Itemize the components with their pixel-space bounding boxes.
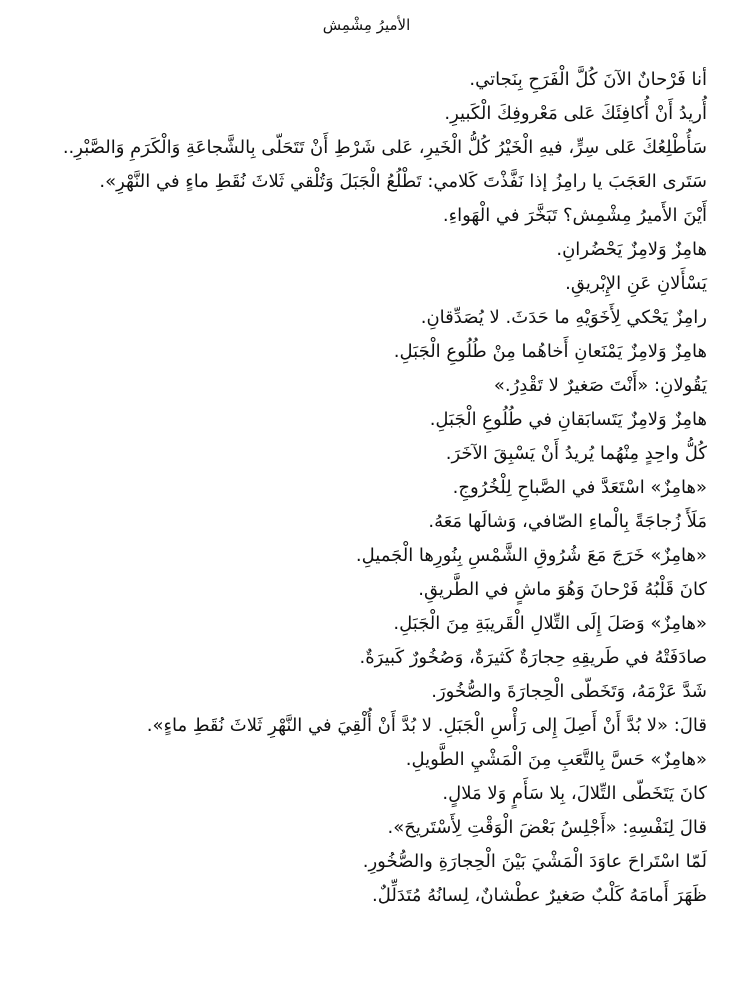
story-line: سَأُطْلِعُكَ عَلى سِرٍّ، فيهِ الْخَيْرُ كُلُّ الْخَيرِ، عَلى شَرْطِ أَنْ تَتَحَلّى بِالشَّجاعَةِ وَالْكَرَمِ وَالصَّبْرِ.. (62, 137, 707, 158)
story-line: كُلُّ واحِدٍ مِنْهُما يُريدُ أَنْ يَسْبِقَ الآخَرَ. (445, 443, 707, 464)
story-line: شَدَّ عَزْمَهُ، وَتَخَطّى الْحِجارَةَ والصُّخُورَ. (431, 681, 707, 702)
story-line: مَلَأَ زُجاجَةً بِالْماءِ الصّافي، وَشالَها مَعَهُ. (428, 511, 707, 532)
story-line: أَيْنَ الأَميرُ مِشْمِش؟ تَبَخَّرَ في الْهَواءِ. (442, 205, 707, 226)
story-line: قالَ: «لا بُدَّ أَنْ أَصِلَ إِلى رَأْسِ الْجَبَلِ. لا بُدَّ أَنْ أُلْقِيَ في النَّهْرِ ثَلاثَ نُقَطِ ماءٍ». (146, 715, 707, 736)
story-line: رامِزٌ يَحْكي لِأَخَوَيْهِ ما حَدَثَ. لا يُصَدِّقانِ. (420, 307, 707, 328)
story-line: أنا فَرْحانٌ الآنَ كُلَّ الْفَرَحِ بِنَجاتي. (469, 69, 707, 90)
story-lines (26, 66, 707, 911)
story-line: «هامِزٌ» حَسَّ بِالتَّعَبِ مِنَ الْمَشْيِ الطَّويلِ. (405, 749, 707, 770)
story-line: هامِزٌ وَلامِزٌ يَحْضُرانِ. (556, 239, 707, 260)
page-title: الأميرُ مِشْمِش (322, 16, 411, 34)
story-line: «هامِزٌ» وَصَلَ إِلَى التِّلالِ الْقَريبَةِ مِنَ الْجَبَلِ. (393, 613, 707, 634)
story-line: كانَ يَتَخَطّى التِّلالَ، بِلا سَأَمٍ وَلا مَلالٍ. (442, 783, 707, 804)
story-line: «هامِزٌ» خَرَجَ مَعَ شُرُوقِ الشَّمْسِ بِنُورِها الْجَميلِ. (355, 545, 707, 566)
story-line: قالَ لِنَفْسِهِ: «أَجْلِسُ بَعْضَ الْوَقْتِ لِأَسْتَريحَ». (387, 817, 707, 838)
story-line: «هامِزٌ» اسْتَعَدَّ في الصَّباحِ لِلْخُرُوجِ. (452, 477, 707, 498)
story-line: هامِزٌ وَلامِزٌ يَمْنَعانِ أَخاهُما مِنْ طُلُوعِ الْجَبَلِ. (393, 341, 707, 362)
story-line: سَتَرى العَجَبَ يا رامِزُ إذا نَفَّذْتَ كَلامي: تَطْلُعُ الْجَبَلَ وَتُلْقي ثَلاثَ نُقَطِ ماءٍ في النَّهْرِ». (99, 171, 707, 192)
story-line: كانَ قَلْبُهُ فَرْحانَ وَهُوَ ماشٍ في الطَّريقِ. (418, 579, 707, 600)
story-line: هامِزٌ وَلامِزٌ يَتَسابَقانِ في طُلُوعِ الْجَبَلِ. (429, 409, 707, 430)
story-line: يَسْأَلانِ عَنِ الإِبْريقِ. (565, 273, 707, 294)
story-line: لَمّا اسْتَراحَ عاوَدَ الْمَشْيَ بَيْنَ الْحِجارَةِ والصُّخُورِ. (362, 851, 707, 872)
story-line: صادَفَتْهُ في طَريقِهِ حِجارَةٌ كَثيرَةٌ، وَصُخُورٌ كَبيرَةٌ. (359, 647, 707, 668)
story-line: يَقُولانِ: «أَنْتَ صَغيرٌ لا تَقْدِرُ.» (493, 375, 707, 396)
story-line: ظَهَرَ أَمامَهُ كَلْبٌ صَغيرٌ عطْشانٌ، لِسانُهُ مُتَدَلِّلٌ. (372, 885, 707, 906)
story-line: أُريدُ أَنْ أُكافِئَكَ عَلى مَعْروفِكَ الْكَبيرِ. (444, 103, 707, 124)
